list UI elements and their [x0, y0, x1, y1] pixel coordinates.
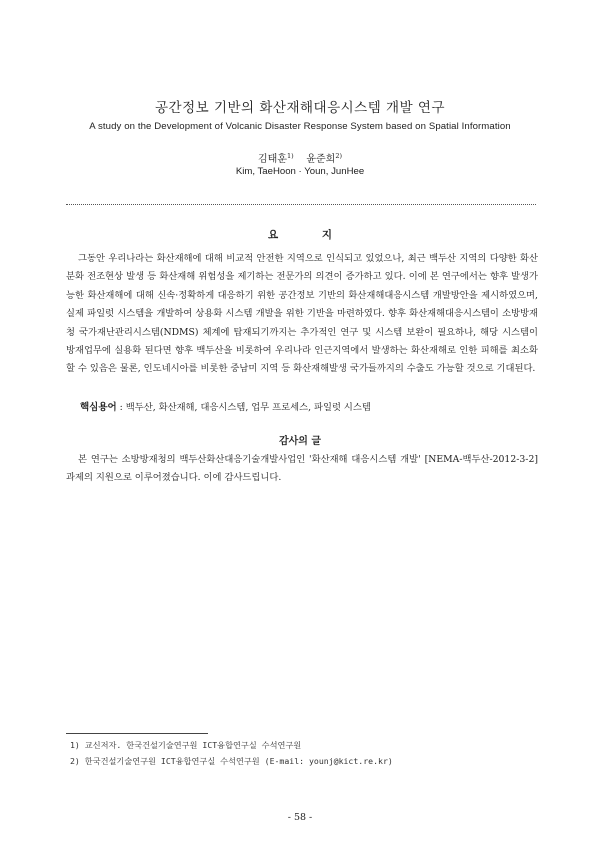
acknowledgement-body	[66, 451, 538, 488]
acknowledgement-heading: 감사의 글	[278, 436, 322, 447]
footnote-2: 2) 한국건설기술연구원 ICT융합연구실 수석연구원 (E-mail: younj@kict.re.kr)	[70, 755, 393, 766]
author-1-footnote-mark: 1)	[286, 152, 294, 160]
footnotes	[70, 738, 540, 769]
authors-korean	[0, 150, 600, 165]
authors-english: Kim, TaeHoon · Youn, JunHee	[235, 166, 365, 177]
paper-title-english: A study on the Development of Volcanic Disaster Response System based on Spatial Information	[89, 121, 511, 132]
abstract-heading: 요 지	[268, 229, 352, 241]
abstract-paragraph: 그동안 우리나라는 화산재해에 대해 비교적 안전한 지역으로 인식되고 있었으나, 최근 백두산 지역의 다양한 화산분화 전조현상 발생 등 화산재해 위험성을 제기하는 전문가의 의견이 증가하고 있다. 이에 본 연구에서는 향후 발생가능한 화산재해에 대해 신속·정확하게 대응하기 위한 공간정보 기반의 화산재해대응시스템 개발방안을 제시하였으며, 실제 파일럿 시스템을 개발하여 상용화 시스템 개발을 위한 기반을 마련하였다. 향후 화산재해대응시스템이 소방방재청 국가재난관리시스템(NDMS) 체계에 탑재되기까지는 추가적인 연구 및 시스템 보완이 필요하나, 해당 시스템이 방재업무에 실용화 된다면 향후 백두산을 비롯하여 우리나라 인근지역에서 발생하는 화산재해로 인한 피해를 최소화 할 수 있음은 물론, 인도네시아를 비롯한 중남미 지역 등 화산재해발생 국가들까지의 수출도 가능할 것으로 기대된다.	[66, 253, 538, 375]
keywords-label: 핵심용어	[80, 402, 117, 413]
keywords-separator: :	[116, 402, 126, 413]
author-1-name: 김태훈	[257, 154, 287, 165]
footnote-rule	[66, 733, 208, 734]
keywords	[80, 399, 540, 413]
paper-title-korean: 공간정보 기반의 화산재해대응시스템 개발 연구	[155, 100, 445, 116]
author-2-name: 윤준희	[306, 154, 336, 165]
page-number: - 58 -	[287, 812, 313, 823]
acknowledgement-paragraph: 본 연구는 소방방재청의 백두산화산대응기술개발사업인 '화산재해 대응시스템 개발' [NEMA-백두산-2012-3-2]과제의 지원으로 이루어졌습니다. 이에 감사드립니다.	[66, 454, 538, 484]
footnote-1: 1) 교신저자. 한국건설기술연구원 ICT융합연구실 수석연구원	[70, 740, 302, 750]
author-2-footnote-mark: 2)	[335, 152, 343, 160]
abstract-body	[66, 250, 538, 379]
dotted-divider	[66, 204, 536, 205]
keywords-value: 백두산, 화산재해, 대응시스템, 업무 프로세스, 파일럿 시스템	[125, 402, 371, 413]
